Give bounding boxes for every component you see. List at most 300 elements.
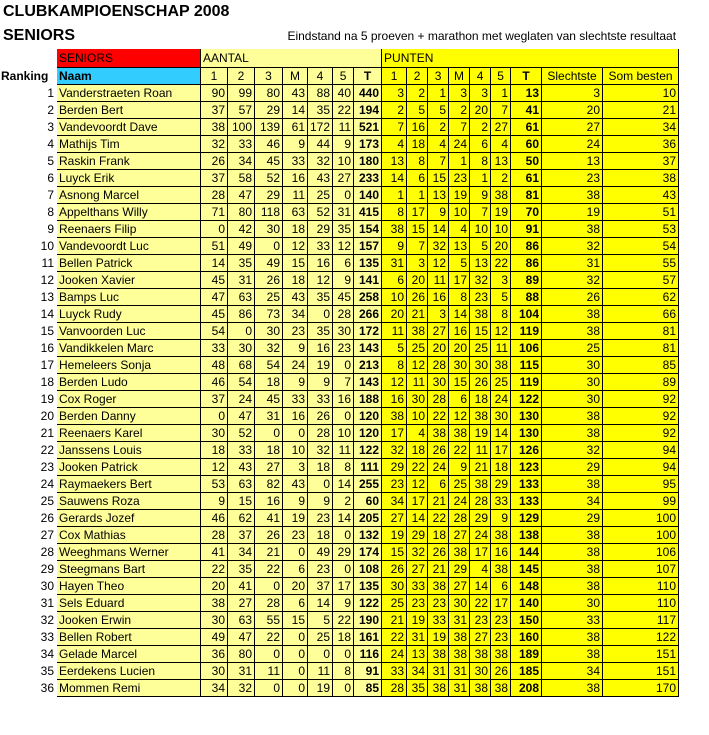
aantal-cell: 16 <box>255 493 283 510</box>
aantal-cell: 58 <box>228 170 255 187</box>
punten-cell: 38 <box>491 561 511 578</box>
aantal-cell: 14 <box>201 255 228 272</box>
punten-cell: 1 <box>449 153 470 170</box>
punten-cell: 28 <box>470 493 491 510</box>
punten-cell: 27 <box>491 119 511 136</box>
punten-cell: 26 <box>491 663 511 680</box>
aantal-header: AANTAL <box>201 49 382 68</box>
aantal-total-cell: 122 <box>354 442 382 459</box>
punten-cell: 19 <box>407 612 428 629</box>
som-besten-cell: 89 <box>603 374 679 391</box>
ranking-cell: 11 <box>41 256 54 270</box>
aantal-cell: 26 <box>255 527 283 544</box>
table-row <box>1 221 679 238</box>
name-cell: Cox Roger <box>57 391 201 408</box>
name-cell: Sauwens Roza <box>57 493 201 510</box>
aantal-cell: 61 <box>283 119 308 136</box>
punten-cell: 4 <box>491 136 511 153</box>
aantal-cell: 15 <box>283 612 308 629</box>
ranking-cell: 24 <box>40 477 54 491</box>
aantal-cell: 11 <box>283 187 308 204</box>
punten-cell: 30 <box>449 595 470 612</box>
punten-cell: 6 <box>449 391 470 408</box>
table-row <box>1 493 679 510</box>
punten-cell: 31 <box>382 255 407 272</box>
slechtste-cell: 38 <box>542 646 603 663</box>
table-row <box>1 187 679 204</box>
punten-total-cell: 115 <box>511 357 542 374</box>
punten-cell: 2 <box>382 102 407 119</box>
punten-cell: 20 <box>428 340 449 357</box>
slechtste-cell: 27 <box>542 119 603 136</box>
aantal-cell: 0 <box>308 646 333 663</box>
punten-cell: 7 <box>407 238 428 255</box>
punten-cell: 1 <box>428 85 449 102</box>
aantal-cell: 30 <box>201 663 228 680</box>
punten-cell: 25 <box>407 340 428 357</box>
name-cell: Reenaers Karel <box>57 425 201 442</box>
table-row <box>1 136 679 153</box>
aantal-total-cell: 122 <box>354 595 382 612</box>
aantal-total-cell: 440 <box>354 85 382 102</box>
aantal-cell: 28 <box>201 187 228 204</box>
aantal-total-cell: 154 <box>354 221 382 238</box>
aantal-cell: 0 <box>283 663 308 680</box>
punten-total-cell: 133 <box>511 493 542 510</box>
name-cell: Luyck Rudy <box>57 306 201 323</box>
som-besten-cell: 151 <box>603 663 679 680</box>
punten-cell: 38 <box>428 578 449 595</box>
aantal-cell: 29 <box>255 102 283 119</box>
aantal-cell: 37 <box>308 578 333 595</box>
aantal-total-cell: 174 <box>354 544 382 561</box>
punten-cell: 18 <box>407 136 428 153</box>
ranking-cell: 25 <box>40 494 54 508</box>
aantal-total-cell: 213 <box>354 357 382 374</box>
som-besten-cell: 92 <box>603 425 679 442</box>
table-row <box>1 357 679 374</box>
som-besten-cell: 43 <box>603 187 679 204</box>
ranking-cell: 23 <box>40 460 54 474</box>
punten-cell: 21 <box>428 493 449 510</box>
table-row <box>1 442 679 459</box>
aantal-cell: 21 <box>255 544 283 561</box>
punten-cell: 12 <box>382 374 407 391</box>
punten-cell: 26 <box>470 374 491 391</box>
punten-cell: 32 <box>382 442 407 459</box>
som-besten-cell: 99 <box>603 493 679 510</box>
aantal-cell: 47 <box>228 629 255 646</box>
punten-col-header: M <box>449 68 470 85</box>
table-row <box>1 289 679 306</box>
aantal-cell: 32 <box>308 442 333 459</box>
slechtste-cell: 38 <box>542 408 603 425</box>
punten-cell: 16 <box>449 323 470 340</box>
aantal-cell: 0 <box>283 544 308 561</box>
aantal-cell: 15 <box>228 493 255 510</box>
ranking-cell: 17 <box>40 358 54 372</box>
punten-col-header: 1 <box>382 68 407 85</box>
punten-cell: 17 <box>491 442 511 459</box>
punten-cell: 30 <box>470 663 491 680</box>
aantal-cell: 15 <box>283 255 308 272</box>
punten-cell: 38 <box>491 187 511 204</box>
aantal-cell: 43 <box>228 459 255 476</box>
slechtste-header: Slechtste <box>542 68 603 85</box>
table-row <box>1 102 679 119</box>
aantal-cell: 45 <box>333 289 354 306</box>
aantal-cell: 49 <box>308 544 333 561</box>
punten-cell: 38 <box>449 544 470 561</box>
aantal-total-cell: 190 <box>354 612 382 629</box>
punten-cell: 29 <box>407 527 428 544</box>
name-cell: Raymaekers Bert <box>57 476 201 493</box>
punten-cell: 19 <box>428 629 449 646</box>
punten-cell: 28 <box>428 357 449 374</box>
aantal-cell: 26 <box>255 272 283 289</box>
table-row <box>1 272 679 289</box>
ranking-cell: 5 <box>47 154 54 168</box>
name-cell: Luyck Erik <box>57 170 201 187</box>
aantal-cell: 35 <box>308 289 333 306</box>
aantal-cell: 0 <box>333 680 354 697</box>
punten-cell: 18 <box>407 442 428 459</box>
punten-cell: 17 <box>491 595 511 612</box>
punten-cell: 21 <box>407 306 428 323</box>
aantal-cell: 3 <box>283 459 308 476</box>
aantal-cell: 9 <box>333 595 354 612</box>
aantal-total-cell: 120 <box>354 425 382 442</box>
aantal-cell: 22 <box>201 561 228 578</box>
aantal-cell: 9 <box>283 374 308 391</box>
punten-total-cell: 148 <box>511 578 542 595</box>
aantal-total-cell: 111 <box>354 459 382 476</box>
punten-cell: 38 <box>491 527 511 544</box>
aantal-cell: 80 <box>228 204 255 221</box>
punten-cell: 25 <box>449 476 470 493</box>
punten-cell: 21 <box>382 612 407 629</box>
punten-cell: 2 <box>491 170 511 187</box>
table-row <box>1 578 679 595</box>
punten-cell: 17 <box>407 493 428 510</box>
punten-cell: 9 <box>382 238 407 255</box>
aantal-cell: 68 <box>228 357 255 374</box>
ranking-cell: 30 <box>40 579 54 593</box>
ranking-cell: 21 <box>40 426 54 440</box>
aantal-cell: 28 <box>255 595 283 612</box>
aantal-cell: 90 <box>201 85 228 102</box>
aantal-cell: 0 <box>283 680 308 697</box>
punten-cell: 38 <box>382 221 407 238</box>
punten-cell: 4 <box>449 221 470 238</box>
punten-cell: 27 <box>470 629 491 646</box>
punten-cell: 5 <box>491 289 511 306</box>
table-row <box>1 391 679 408</box>
aantal-total-cell: 521 <box>354 119 382 136</box>
som-besten-header: Som besten <box>603 68 679 85</box>
aantal-cell: 37 <box>201 170 228 187</box>
aantal-cell: 0 <box>333 527 354 544</box>
aantal-cell: 0 <box>283 646 308 663</box>
punten-cell: 38 <box>470 408 491 425</box>
name-cell: Jooken Erwin <box>57 612 201 629</box>
name-cell: Berden Danny <box>57 408 201 425</box>
ranking-cell: 1 <box>47 86 54 100</box>
aantal-total-cell: 172 <box>354 323 382 340</box>
punten-cell: 18 <box>470 391 491 408</box>
ranking-cell: 26 <box>40 511 54 525</box>
aantal-cell: 32 <box>255 340 283 357</box>
aantal-col-header: 5 <box>333 68 354 85</box>
aantal-total-cell: 266 <box>354 306 382 323</box>
aantal-cell: 16 <box>308 340 333 357</box>
slechtste-cell: 13 <box>542 153 603 170</box>
punten-total-cell: 70 <box>511 204 542 221</box>
name-cell: Vandikkelen Marc <box>57 340 201 357</box>
punten-cell: 8 <box>470 153 491 170</box>
ranking-cell: 7 <box>47 188 54 202</box>
punten-cell: 9 <box>491 510 511 527</box>
aantal-cell: 23 <box>308 561 333 578</box>
punten-cell: 38 <box>470 476 491 493</box>
aantal-cell: 11 <box>308 663 333 680</box>
aantal-cell: 9 <box>283 340 308 357</box>
punten-cell: 5 <box>382 340 407 357</box>
aantal-cell: 35 <box>308 102 333 119</box>
aantal-cell: 118 <box>255 204 283 221</box>
slechtste-cell: 34 <box>542 493 603 510</box>
slechtste-cell: 38 <box>542 561 603 578</box>
name-cell: Bellen Robert <box>57 629 201 646</box>
punten-cell: 12 <box>407 476 428 493</box>
aantal-cell: 43 <box>283 289 308 306</box>
aantal-cell: 31 <box>255 408 283 425</box>
aantal-total-cell: 205 <box>354 510 382 527</box>
punten-cell: 22 <box>491 255 511 272</box>
aantal-cell: 11 <box>255 663 283 680</box>
aantal-cell: 63 <box>283 204 308 221</box>
aantal-cell: 30 <box>255 323 283 340</box>
punten-total-cell: 89 <box>511 272 542 289</box>
aantal-cell: 16 <box>333 391 354 408</box>
punten-cell: 6 <box>491 578 511 595</box>
name-cell: Gelade Marcel <box>57 646 201 663</box>
aantal-col-header: 2 <box>228 68 255 85</box>
slechtste-cell: 3 <box>542 85 603 102</box>
aantal-col-header: 3 <box>255 68 283 85</box>
punten-cell: 1 <box>491 85 511 102</box>
aantal-total-cell: 108 <box>354 561 382 578</box>
punten-cell: 23 <box>470 289 491 306</box>
punten-cell: 12 <box>428 255 449 272</box>
aantal-cell: 0 <box>333 561 354 578</box>
aantal-col-header: M <box>283 68 308 85</box>
som-besten-cell: 21 <box>603 102 679 119</box>
som-besten-cell: 81 <box>603 323 679 340</box>
punten-header: PUNTEN <box>382 49 679 68</box>
punten-cell: 3 <box>382 85 407 102</box>
som-besten-cell: 57 <box>603 272 679 289</box>
slechtste-cell: 38 <box>542 629 603 646</box>
name-cell: Jooken Patrick <box>57 459 201 476</box>
punten-total-cell: 138 <box>511 527 542 544</box>
som-besten-cell: 36 <box>603 136 679 153</box>
aantal-cell: 0 <box>283 425 308 442</box>
som-besten-cell: 85 <box>603 357 679 374</box>
slechtste-cell: 38 <box>542 221 603 238</box>
punten-total-cell: 88 <box>511 289 542 306</box>
som-besten-cell: 107 <box>603 561 679 578</box>
punten-cell: 29 <box>491 476 511 493</box>
ranking-header: Ranking <box>1 69 49 83</box>
aantal-cell: 31 <box>333 204 354 221</box>
punten-cell: 8 <box>491 306 511 323</box>
ranking-cell: 19 <box>40 392 54 406</box>
aantal-cell: 46 <box>201 510 228 527</box>
punten-cell: 29 <box>449 561 470 578</box>
punten-cell: 9 <box>470 187 491 204</box>
aantal-cell: 17 <box>333 578 354 595</box>
aantal-total-cell: 188 <box>354 391 382 408</box>
table-row <box>1 153 679 170</box>
aantal-cell: 11 <box>333 442 354 459</box>
punten-cell: 13 <box>491 153 511 170</box>
punten-cell: 6 <box>470 136 491 153</box>
aantal-cell: 45 <box>255 391 283 408</box>
punten-total-cell: 81 <box>511 187 542 204</box>
punten-cell: 24 <box>382 646 407 663</box>
punten-cell: 10 <box>491 221 511 238</box>
punten-cell: 22 <box>428 510 449 527</box>
ranking-cell: 8 <box>47 205 54 219</box>
punten-cell: 30 <box>491 408 511 425</box>
punten-cell: 12 <box>491 323 511 340</box>
ranking-cell: 14 <box>40 307 54 321</box>
name-cell: Steegmans Bart <box>57 561 201 578</box>
sheet-note: Eindstand na 5 proeven + marathon met weglaten van slechtste resultaat <box>287 29 677 43</box>
punten-cell: 16 <box>382 391 407 408</box>
slechtste-cell: 38 <box>542 527 603 544</box>
punten-cell: 38 <box>407 323 428 340</box>
aantal-cell: 37 <box>228 527 255 544</box>
name-cell: Hayen Theo <box>57 578 201 595</box>
aantal-cell: 45 <box>255 153 283 170</box>
aantal-cell: 49 <box>228 238 255 255</box>
aantal-total-cell: 141 <box>354 272 382 289</box>
punten-cell: 8 <box>449 289 470 306</box>
aantal-total-cell: 120 <box>354 408 382 425</box>
aantal-cell: 12 <box>333 238 354 255</box>
aantal-cell: 54 <box>228 374 255 391</box>
aantal-total-cell: 140 <box>354 187 382 204</box>
slechtste-cell: 25 <box>542 340 603 357</box>
table-row <box>1 595 679 612</box>
ranking-cell: 18 <box>40 375 54 389</box>
punten-total-cell: 61 <box>511 170 542 187</box>
som-besten-cell: 53 <box>603 221 679 238</box>
aantal-cell: 38 <box>201 595 228 612</box>
punten-cell: 29 <box>470 510 491 527</box>
punten-cell: 38 <box>428 646 449 663</box>
punten-cell: 16 <box>491 544 511 561</box>
ranking-cell: 29 <box>40 562 54 576</box>
aantal-cell: 14 <box>333 510 354 527</box>
table-row <box>1 561 679 578</box>
ranking-cell: 4 <box>47 137 54 151</box>
aantal-cell: 23 <box>283 527 308 544</box>
punten-cell: 24 <box>491 391 511 408</box>
table-row <box>1 255 679 272</box>
aantal-cell: 20 <box>283 578 308 595</box>
aantal-cell: 6 <box>283 561 308 578</box>
punten-total-cell: 86 <box>511 255 542 272</box>
punten-cell: 4 <box>407 425 428 442</box>
punten-cell: 26 <box>407 289 428 306</box>
aantal-cell: 9 <box>308 493 333 510</box>
name-cell: Appelthans Willy <box>57 204 201 221</box>
aantal-cell: 14 <box>333 476 354 493</box>
aantal-cell: 18 <box>308 527 333 544</box>
aantal-cell: 0 <box>308 476 333 493</box>
punten-cell: 34 <box>407 663 428 680</box>
aantal-cell: 28 <box>308 425 333 442</box>
aantal-cell: 0 <box>283 629 308 646</box>
aantal-cell: 62 <box>228 510 255 527</box>
aantal-cell: 88 <box>308 85 333 102</box>
table-row <box>1 680 679 697</box>
punten-cell: 14 <box>491 425 511 442</box>
punten-cell: 15 <box>407 221 428 238</box>
aantal-cell: 49 <box>255 255 283 272</box>
som-besten-cell: 54 <box>603 238 679 255</box>
aantal-cell: 0 <box>255 238 283 255</box>
punten-cell: 38 <box>449 425 470 442</box>
punten-cell: 2 <box>428 119 449 136</box>
punten-cell: 20 <box>470 102 491 119</box>
table-row <box>1 510 679 527</box>
aantal-cell: 54 <box>201 323 228 340</box>
name-cell: Janssens Louis <box>57 442 201 459</box>
punten-cell: 22 <box>407 459 428 476</box>
aantal-cell: 5 <box>308 612 333 629</box>
aantal-cell: 52 <box>255 170 283 187</box>
punten-cell: 30 <box>470 357 491 374</box>
aantal-cell: 54 <box>255 357 283 374</box>
punten-total-cell: 13 <box>511 85 542 102</box>
aantal-cell: 99 <box>228 85 255 102</box>
aantal-cell: 45 <box>201 306 228 323</box>
aantal-cell: 26 <box>201 153 228 170</box>
aantal-cell: 16 <box>283 408 308 425</box>
ranking-cell: 20 <box>40 409 54 423</box>
aantal-total-cell: 135 <box>354 255 382 272</box>
table-row <box>1 408 679 425</box>
punten-cell: 21 <box>470 459 491 476</box>
aantal-cell: 82 <box>255 476 283 493</box>
aantal-cell: 14 <box>308 595 333 612</box>
name-cell: Berden Bert <box>57 102 201 119</box>
punten-cell: 30 <box>428 374 449 391</box>
aantal-cell: 41 <box>228 578 255 595</box>
punten-cell: 15 <box>449 374 470 391</box>
punten-cell: 14 <box>407 510 428 527</box>
punten-cell: 22 <box>428 408 449 425</box>
punten-cell: 25 <box>470 340 491 357</box>
aantal-cell: 29 <box>308 221 333 238</box>
ranking-cell: 27 <box>40 528 54 542</box>
aantal-cell: 26 <box>308 408 333 425</box>
punten-cell: 38 <box>470 680 491 697</box>
